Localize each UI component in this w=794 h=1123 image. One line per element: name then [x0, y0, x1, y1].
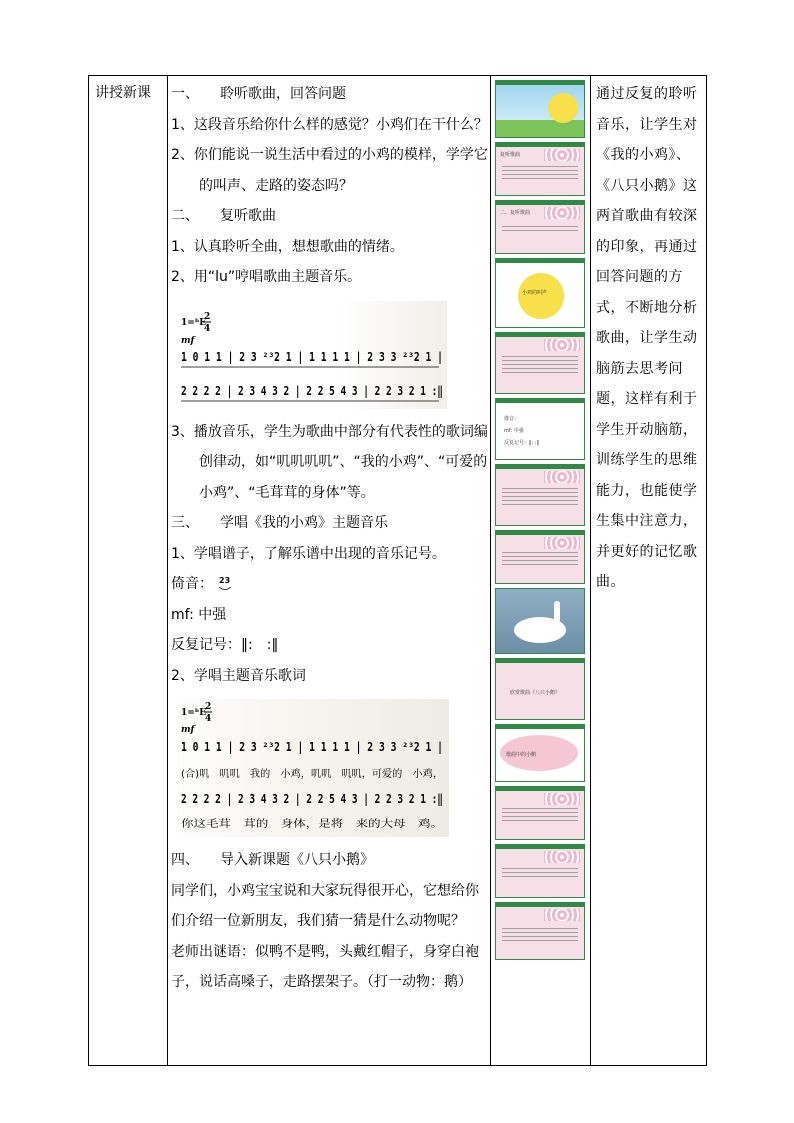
slide-thumb-10	[495, 658, 585, 720]
heading-listen: 一、 聆听歌曲，回答问题	[171, 86, 346, 102]
score-dynamic: mf	[181, 335, 195, 346]
slide-thumb-12	[495, 786, 585, 840]
score2-dynamic: mf	[181, 725, 195, 735]
slide-10-title: 欣赏歌曲《八只小鹅》	[510, 690, 561, 696]
step-3: 3、播放音乐，学生为歌曲中部分有代表性的歌词编创律动，如“叽叽叽叽”、“我的小鸡”、“可爱的小鸡”、“毛茸茸的身体”等。	[171, 423, 488, 501]
learn-step-1: 1、学唱谱子，了解乐谱中出现的音乐记号。	[171, 545, 446, 562]
music-score-theme	[177, 301, 447, 409]
flower-decoration-icon	[544, 909, 580, 921]
chick-icon	[548, 93, 578, 123]
heading-relisten: 二、 复听歌曲	[171, 208, 276, 224]
slide-thumb-3	[495, 200, 585, 254]
flower-decoration-icon	[544, 471, 580, 483]
flower-decoration-icon	[544, 537, 580, 549]
lesson-content	[171, 79, 491, 998]
score-key: 1=ᵇE	[181, 317, 207, 328]
section-label: 讲授新课	[95, 85, 151, 101]
slide-thumb-5	[495, 332, 585, 394]
flower-decoration-icon	[544, 149, 580, 161]
score2-line-2: 2 2 2 2 | 2 3 4 3 2 | 2 2 5 4 3 | 2 2 3 2 1 :‖	[181, 792, 443, 806]
intro-paragraph: 同学们，小鸡宝宝说和大家玩得很开心，它想给你们介绍一位新朋友，我们猜一猜是什么动物呢？	[171, 882, 479, 929]
slide-6-line-3: 反复记号：‖: :‖	[504, 440, 539, 446]
score2-line-1: 1 0 1 1 | 2 3 ²³2 1 | 1 1 1 1 | 2 3 3 ²³2 1 |	[181, 740, 443, 754]
learn-step-2: 2、学唱主题音乐歌词	[171, 667, 306, 684]
score-line-1: 1 0 1 1 | 2 3 ²³2 1 | 1 1 1 1 | 2 3 3 ²³2 1 |	[181, 349, 443, 364]
score2-lyrics-1: (合)叽 叽叽 我的 小鸡，叽叽 叽叽，可爱的 小鸡，	[181, 769, 439, 780]
step-1: 1、认真聆听全曲，想想歌曲的情绪。	[171, 238, 404, 255]
slide-thumb-13	[495, 844, 585, 898]
score-lyrics-svg	[177, 699, 449, 837]
score2-lyrics-2: 你这毛茸 茸的 身体，是将 来的大母 鸡。	[181, 819, 391, 830]
score2-key: 1=ᵇE	[181, 708, 207, 718]
question-1: 1、这段音乐给你什么样的感觉？小鸡们在干什么？	[171, 116, 488, 133]
slide-thumb-14	[495, 902, 585, 960]
slide-thumb-11	[495, 724, 585, 782]
chick-icon	[518, 273, 564, 319]
slide-4-title: 小鸡的叫声	[522, 290, 548, 296]
score-time-bottom: 4	[204, 323, 211, 334]
slide-thumb-2	[495, 142, 585, 196]
step-2: 2、用“lu”哼唱歌曲主题音乐。	[171, 269, 362, 285]
grace-note-label: 倚音：	[171, 576, 213, 592]
mf-line: mf: 中强	[171, 606, 227, 623]
flower-decoration-icon	[544, 207, 580, 219]
score-svg	[177, 301, 447, 409]
question-2: 2、你们能说一说生活中看过的小鸡的模样，学学它的叫声、走路的姿态吗？	[171, 147, 488, 194]
repeat-line: 反复记号：‖: :‖	[171, 637, 279, 653]
slide-thumb-1	[495, 80, 585, 138]
score-line-2: 2 2 2 2 | 2 3 4 3 2 | 2 2 5 4 3 | 2 2 3 2 1 :‖	[181, 383, 443, 398]
music-score-lyrics	[177, 699, 449, 837]
slide-6-line-2: mf: 中强	[504, 428, 524, 434]
svg-text:23: 23	[219, 576, 231, 585]
grace-note-symbol	[217, 574, 237, 594]
slide-2-title: 复听歌曲	[500, 152, 521, 158]
grace-note-line	[171, 569, 491, 600]
heading-new-topic: 四、 导入新课题《八只小鹅》	[171, 852, 374, 868]
flower-decoration-icon	[544, 851, 580, 863]
riddle-paragraph: 老师出谜语：似鸭不是鸭，头戴红帽子，身穿白袍子，说话高嗓子，走路摆架子。（打一动物：鹅）	[171, 943, 479, 990]
slide-thumb-4	[495, 258, 585, 328]
teaching-intent: 通过反复的聆听音乐，让学生对《我的小鸡》、《八只小鹅》这两首歌曲有较深的印象，再通过回答问题的方式，不断地分析歌曲，让学生动脑筋去思考问题，这样有利于学生开动脑筋，训练学生的思维能力，也能使学生集中注意力，并更好的记忆歌曲。	[596, 86, 698, 590]
slide-3-title: 二、复听歌曲	[500, 210, 531, 216]
lesson-table	[88, 75, 707, 1066]
score-time-top: 2	[204, 311, 211, 322]
slide-thumb-9-swan	[495, 588, 585, 654]
slide-6-line-1: 倚音：	[504, 416, 520, 422]
slide-thumb-8	[495, 530, 585, 584]
slide-11-title: 歌曲中的小鹅	[506, 752, 537, 758]
slide-thumb-6	[495, 398, 585, 460]
heading-learn: 三、 学唱《我的小鸡》主题音乐	[171, 515, 388, 531]
flower-decoration-icon	[544, 339, 580, 351]
flower-decoration-icon	[544, 793, 580, 805]
column-divider	[167, 76, 168, 1065]
slide-thumbnails	[495, 80, 585, 964]
score2-time-bottom: 4	[205, 714, 212, 724]
column-divider	[590, 76, 591, 1065]
score2-time-top: 2	[205, 702, 212, 712]
slide-thumb-7	[495, 464, 585, 526]
